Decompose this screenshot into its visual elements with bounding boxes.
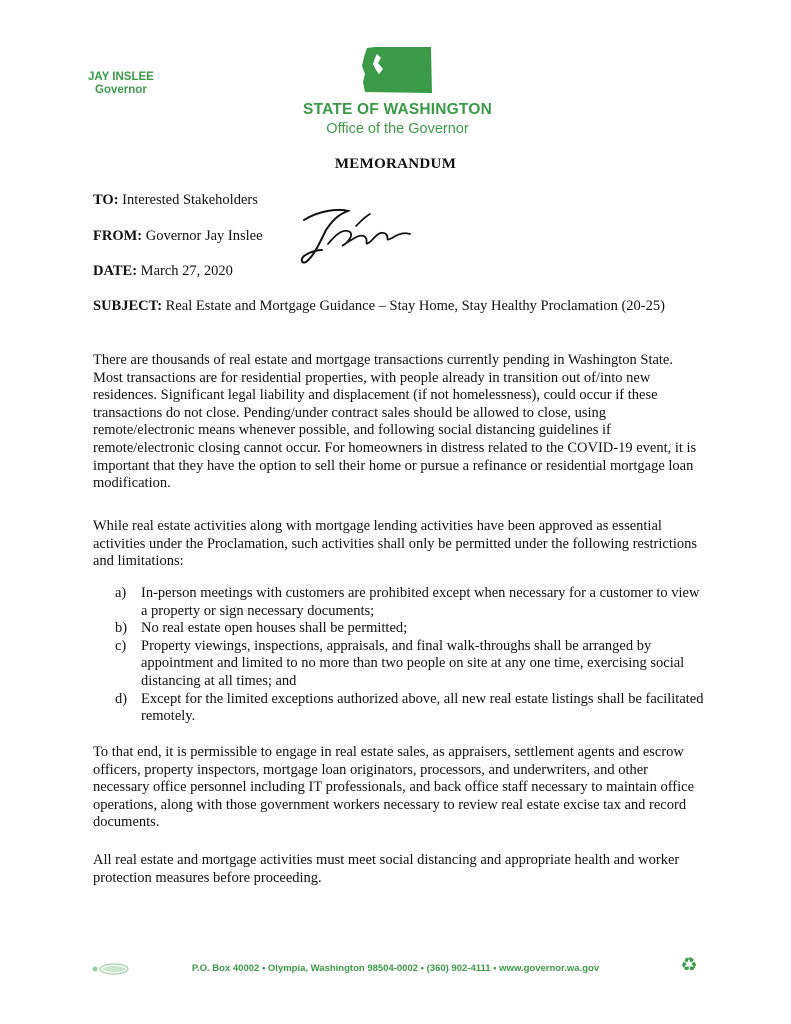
date-label: DATE: xyxy=(93,263,138,279)
body-paragraph-1: There are thousands of real estate and mortgage transactions currently pending in Washington State. Most transactions are for residential properties, with people already in transition out of/into new residences. Significant legal liability and displacement (if not homelessness), could occur if these transactions do not close. Pending/under contract sales should be allowed to close, using remote/electronic means whenever possible, and following social distancing guidelines if remote/electronic closing cannot occur. For homeowners in distress related to the COVID-19 event, it is important that they have the option to sell their home or pursue a refinance or residential mortgage loan modification. xyxy=(93,352,697,492)
body-paragraph-2: While real estate activities along with mortgage lending activities have been approved as essential activities under the Proclamation, such activities shall only be permitted under the following restrictions and limitations: xyxy=(93,518,698,570)
to-value: Interested Stakeholders xyxy=(122,192,258,208)
list-item-text: In-person meetings with customers are prohibited except when necessary for a customer to view a property or sign necessary documents; xyxy=(141,585,700,619)
from-line xyxy=(93,228,263,245)
list-item xyxy=(115,638,705,691)
list-item xyxy=(115,585,705,620)
list-item-text: Property viewings, inspections, appraisals, and final walk-throughs shall be arranged by appointment and limited to no more than two people on site at any one time, exercising social distancing at all times; and xyxy=(141,637,685,689)
from-label: FROM: xyxy=(93,228,143,244)
list-marker: a) xyxy=(115,585,127,601)
to-label: TO: xyxy=(93,192,119,208)
state-title: STATE OF WASHINGTON xyxy=(303,101,492,118)
list-marker: d) xyxy=(115,690,128,707)
governor-title: Governor xyxy=(95,84,147,96)
subject-line xyxy=(93,298,703,315)
subject-value: Real Estate and Mortgage Guidance – Stay Home, Stay Healthy Proclamation (20-25) xyxy=(165,298,665,314)
footer-address: P.O. Box 40002 • Olympia, Washington 98504-0002 • (360) 902-4111 • www.governor.wa.gov xyxy=(191,963,600,974)
date-value: March 27, 2020 xyxy=(140,263,233,279)
list-item-text: No real estate open houses shall be permitted; xyxy=(141,620,408,637)
list-marker: b) xyxy=(115,620,128,637)
recycle-icon: ♻ xyxy=(680,955,698,976)
list-marker: c) xyxy=(115,637,127,654)
to-line xyxy=(93,192,258,209)
office-title: Office of the Governor xyxy=(326,121,469,137)
handwritten-signature-icon xyxy=(296,208,414,266)
body-paragraph-3: To that end, it is permissible to engage in real estate sales, as appraisers, settlement agents and escrow officers, property inspectors, mortgage loan originators, processors, and underwriters, and other necessary office personnel including IT professionals, and back office staff necessary to maintain office operations, along with those government workers necessary to review real estate excise tax and record documents. xyxy=(93,744,695,831)
from-value: Governor Jay Inslee xyxy=(145,228,263,244)
body-paragraph-4: All real estate and mortgage activities must meet social distancing and appropriate health and worker protection measures before proceeding. xyxy=(93,852,680,886)
list-item xyxy=(115,620,705,638)
date-line xyxy=(93,263,233,280)
list-item-text: Except for the limited exceptions authorized above, all new real estate listings shall be facilitated remotely. xyxy=(141,690,704,725)
list-item xyxy=(115,691,705,726)
governor-name-block xyxy=(88,71,154,97)
washington-state-outline-icon xyxy=(361,46,433,94)
memo-title: MEMORANDUM xyxy=(334,156,457,172)
restrictions-list xyxy=(115,585,705,726)
governor-name: JAY INSLEE xyxy=(88,71,154,83)
subject-label: SUBJECT: xyxy=(93,298,163,314)
